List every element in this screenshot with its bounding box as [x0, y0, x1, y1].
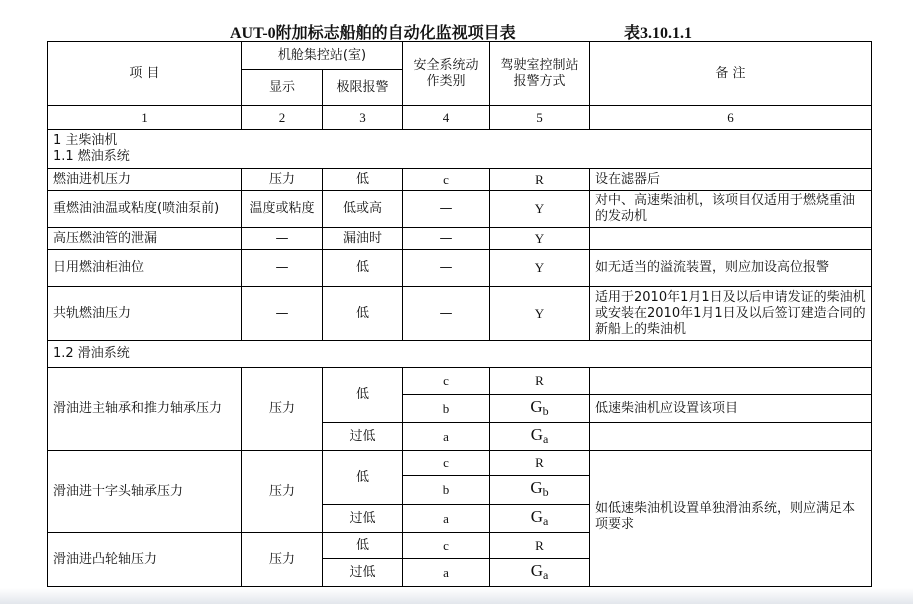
bridge-cell [490, 505, 590, 533]
bridge-code: G [530, 478, 543, 497]
section-heading [48, 130, 872, 169]
table-row [48, 287, 872, 341]
safety-cell: a [403, 505, 490, 533]
table-row [48, 451, 872, 476]
remark-cell [590, 423, 872, 451]
remark-cell: 设在滤器后 [590, 169, 872, 191]
remark-cell [590, 228, 872, 250]
display-cell: — [242, 250, 323, 287]
safety-cell: c [403, 368, 490, 395]
bridge-cell [490, 423, 590, 451]
column-number: 3 [323, 106, 403, 130]
section-row [48, 341, 872, 368]
display-cell: — [242, 228, 323, 250]
header-safety-category: 安全系统动作类别 [403, 42, 490, 106]
item-cell: 日用燃油柜油位 [48, 250, 242, 287]
remark-cell: 低速柴油机应设置该项目 [590, 395, 872, 423]
limit-cell: 低 [323, 451, 403, 505]
bridge-cell: Y [490, 287, 590, 341]
limit-cell: 低 [323, 169, 403, 191]
item-cell: 滑油进十字头轴承压力 [48, 451, 242, 533]
safety-cell: — [403, 191, 490, 228]
table-row [48, 169, 872, 191]
remark-cell [590, 368, 872, 395]
item-cell: 滑油进凸轮轴压力 [48, 533, 242, 587]
header-bridge-alarm: 驾驶室控制站报警方式 [490, 42, 590, 106]
item-cell: 滑油进主轴承和推力轴承压力 [48, 368, 242, 451]
section-title-lube: 1.2 滑油系统 [48, 341, 872, 368]
limit-cell: 过低 [323, 559, 403, 587]
remark-cell: 适用于2010年1月1日及以后申请发证的柴油机或安装在2010年1月1日及以后签订建造合同的新船上的柴油机 [590, 287, 872, 341]
bridge-cell [490, 395, 590, 423]
bridge-code-sub: b [542, 403, 549, 418]
header-item: 项 目 [48, 42, 242, 106]
header-display: 显示 [242, 70, 323, 106]
monitoring-table [47, 41, 872, 587]
table-row [48, 368, 872, 395]
display-cell: 压力 [242, 368, 323, 451]
page-title: AUT-0附加标志船舶的自动化监视项目表 [230, 25, 516, 42]
safety-cell: — [403, 250, 490, 287]
section-row [48, 130, 872, 169]
section-title-fuel: 1.1 燃油系统 [53, 149, 130, 164]
safety-cell: — [403, 287, 490, 341]
remark-cell: 如低速柴油机设置单独滑油系统，则应满足本项要求 [590, 451, 872, 587]
bridge-cell: R [490, 368, 590, 395]
column-number: 4 [403, 106, 490, 130]
header-engine-room: 机舱集控站(室) [242, 42, 403, 70]
display-cell: 压力 [242, 451, 323, 533]
bridge-cell: Y [490, 250, 590, 287]
bridge-cell [490, 559, 590, 587]
bridge-code: G [530, 424, 543, 444]
table-row [48, 250, 872, 287]
display-cell: 压力 [242, 533, 323, 587]
safety-cell: b [403, 395, 490, 423]
bridge-cell: R [490, 533, 590, 559]
bridge-cell: Y [490, 228, 590, 250]
table-row [48, 228, 872, 250]
bridge-code: G [530, 396, 543, 416]
safety-cell: — [403, 228, 490, 250]
remark-cell: 如无适当的溢流装置，则应加设高位报警 [590, 250, 872, 287]
remark-cell: 对中、高速柴油机，该项目仅适用于燃烧重油的发动机 [590, 191, 872, 228]
limit-cell: 低 [323, 250, 403, 287]
column-number: 6 [590, 106, 872, 130]
header-limit-alarm: 极限报警 [323, 70, 403, 106]
column-number: 1 [48, 106, 242, 130]
item-cell: 燃油进机压力 [48, 169, 242, 191]
header-row-1 [48, 42, 872, 70]
limit-cell: 过低 [323, 423, 403, 451]
item-cell: 高压燃油管的泄漏 [48, 228, 242, 250]
bridge-code-sub: a [542, 431, 549, 446]
limit-cell: 低 [323, 368, 403, 423]
display-cell: — [242, 287, 323, 341]
bridge-cell: R [490, 169, 590, 191]
bridge-code-sub: a [542, 513, 549, 528]
bridge-code: G [530, 506, 543, 526]
bridge-cell: R [490, 451, 590, 476]
safety-cell: a [403, 559, 490, 587]
limit-cell: 低 [323, 287, 403, 341]
bridge-cell: Y [490, 191, 590, 228]
header-remarks: 备 注 [590, 42, 872, 106]
safety-cell: a [403, 423, 490, 451]
table-row [48, 191, 872, 228]
display-cell: 温度或粘度 [242, 191, 323, 228]
display-cell: 压力 [242, 169, 323, 191]
safety-cell: c [403, 451, 490, 476]
bridge-code-sub: b [542, 485, 549, 499]
section-title-engine: 1 主柴油机 [53, 133, 118, 148]
column-number: 2 [242, 106, 323, 130]
bottom-fade [0, 588, 913, 604]
item-cell: 重燃油油温或粘度(喷油泵前) [48, 191, 242, 228]
table-number: 表3.10.1.1 [624, 25, 693, 42]
column-number-row [48, 106, 872, 130]
limit-cell: 低 [323, 533, 403, 559]
safety-cell: c [403, 169, 490, 191]
safety-cell: c [403, 533, 490, 559]
limit-cell: 低或高 [323, 191, 403, 228]
bridge-code-sub: a [542, 567, 549, 582]
bridge-code: G [530, 560, 543, 580]
item-cell: 共轨燃油压力 [48, 287, 242, 341]
safety-cell: b [403, 476, 490, 505]
limit-cell: 漏油时 [323, 228, 403, 250]
bridge-cell [490, 476, 590, 505]
limit-cell: 过低 [323, 505, 403, 533]
column-number: 5 [490, 106, 590, 130]
